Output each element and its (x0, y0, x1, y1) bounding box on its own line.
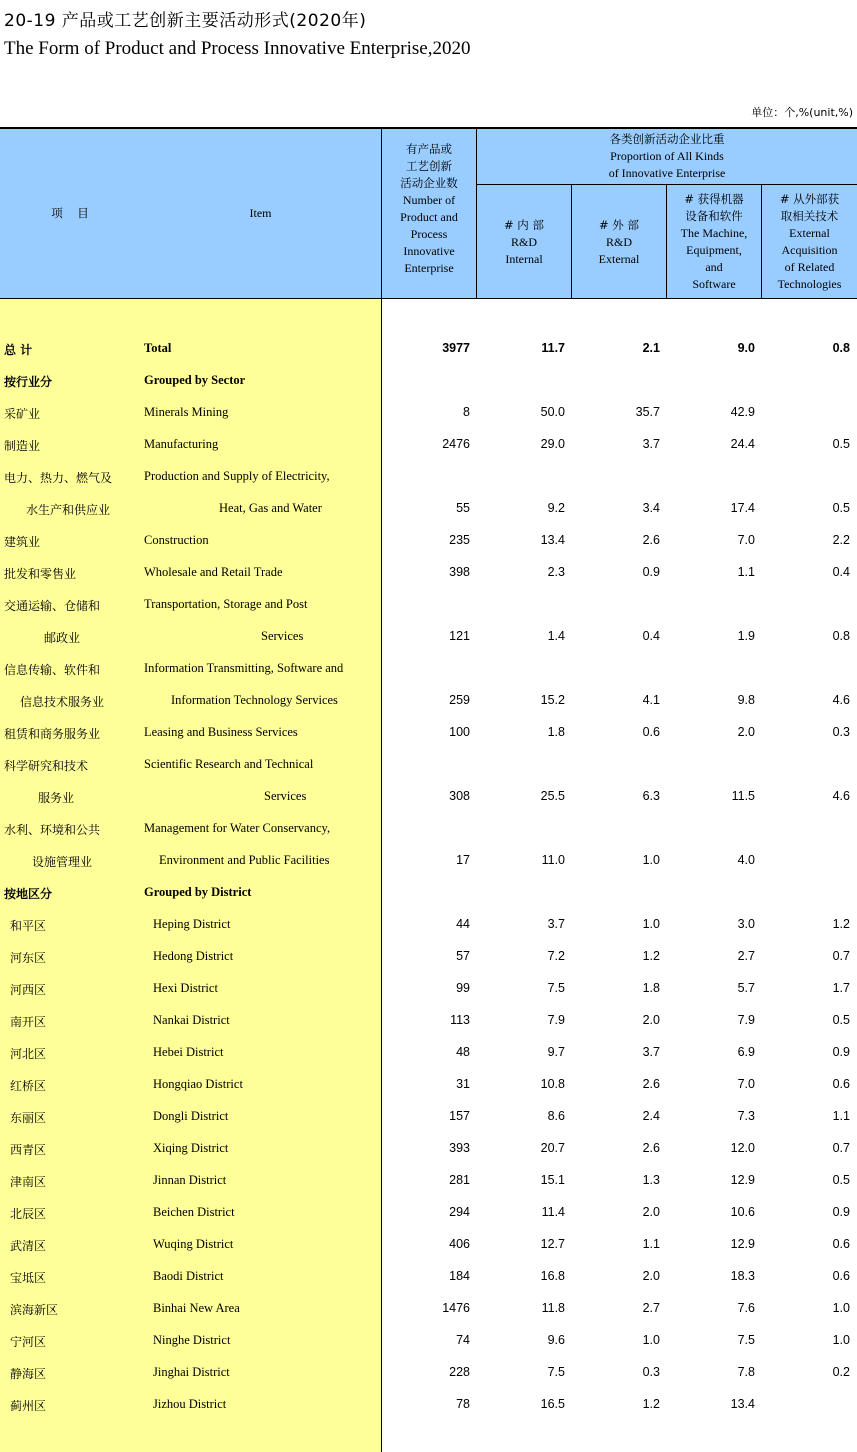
table-row (0, 524, 857, 556)
cell-external-tech: 0.5 (832, 1173, 850, 1187)
cell-internal-rd: 11.8 (541, 1301, 565, 1315)
cell-machine-software: 7.9 (737, 1013, 755, 1027)
cell-internal-rd: 3.7 (547, 917, 565, 931)
table-row (0, 1260, 857, 1292)
table-row (0, 684, 857, 716)
row-label-en: Heping District (153, 917, 231, 931)
cell-internal-rd: 15.1 (540, 1173, 565, 1187)
cell-external-rd: 1.2 (642, 1397, 660, 1411)
cell-external-rd: 1.1 (642, 1237, 660, 1251)
cell-internal-rd: 9.7 (547, 1045, 565, 1059)
table-row (0, 428, 857, 460)
table-row (0, 620, 857, 652)
cell-machine-software: 7.0 (737, 533, 755, 547)
row-label-en: Minerals Mining (144, 405, 229, 419)
row-label-en: Information Transmitting, Software and (144, 661, 344, 675)
cell-internal-rd: 16.5 (540, 1397, 565, 1411)
row-label-en: Information Technology Services (171, 693, 338, 707)
cell-internal-rd: 29.0 (540, 437, 565, 451)
cell-enterprise-count: 2476 (442, 437, 470, 451)
cell-enterprise-count: 99 (456, 981, 470, 995)
row-label-cn: 津南区 (10, 1175, 47, 1189)
row-label-cn: 河北区 (10, 1047, 47, 1061)
header-tech-en: External Acquisition of Related Technologies (777, 226, 842, 291)
cell-machine-software: 13.4 (730, 1397, 755, 1411)
header-item-en-text: Item (249, 205, 272, 220)
header-machine (667, 185, 761, 299)
row-label-en: Total (144, 341, 172, 355)
row-label-cn: 东丽区 (10, 1111, 47, 1125)
row-label-cn: 南开区 (10, 1015, 47, 1029)
cell-external-tech: 0.6 (832, 1237, 850, 1251)
cell-external-rd: 2.6 (642, 1077, 660, 1091)
header-group-en: Proportion of All Kinds of Innovative Enterprise (608, 149, 726, 180)
cell-external-tech: 0.4 (832, 565, 850, 579)
header-group-cn: 各类创新活动企业比重 (609, 132, 725, 146)
cell-external-tech: 0.9 (832, 1205, 850, 1219)
row-label-en: Jinnan District (153, 1173, 227, 1187)
cell-enterprise-count: 55 (456, 501, 470, 515)
row-label-cn: 河西区 (10, 983, 47, 997)
row-label-cn: 信息技术服务业 (20, 695, 105, 709)
cell-internal-rd: 7.2 (547, 949, 565, 963)
cell-external-rd: 2.0 (642, 1013, 660, 1027)
cell-external-rd: 2.1 (642, 341, 660, 355)
cell-external-tech: 1.7 (832, 981, 850, 995)
table-row (0, 556, 857, 588)
cell-external-tech: 0.8 (832, 629, 850, 643)
row-label-en: Transportation, Storage and Post (144, 597, 308, 611)
cell-enterprise-count: 281 (449, 1173, 470, 1187)
cell-enterprise-count: 294 (449, 1205, 470, 1219)
header-group (477, 129, 857, 184)
row-label-cn: 邮政业 (44, 631, 81, 645)
header-internal (477, 185, 571, 299)
table-row (0, 1388, 857, 1420)
row-label-cn: 水利、环境和公共 (4, 823, 101, 837)
cell-internal-rd: 16.8 (540, 1269, 565, 1283)
header-internal-cn: # 内 部 (504, 217, 544, 232)
cell-external-tech: 0.8 (832, 341, 850, 355)
cell-external-rd: 1.0 (642, 853, 660, 867)
cell-machine-software: 10.6 (730, 1205, 755, 1219)
cell-external-rd: 2.7 (642, 1301, 660, 1315)
cell-external-rd: 1.3 (642, 1173, 660, 1187)
row-label-en: Grouped by District (144, 885, 252, 899)
unit-label: 单位：个,%(unit,%) (751, 106, 853, 119)
cell-machine-software: 1.1 (737, 565, 755, 579)
cell-external-tech: 1.0 (832, 1301, 850, 1315)
header-external-cn: # 外 部 (599, 217, 639, 232)
cell-external-rd: 0.3 (642, 1365, 660, 1379)
cell-external-tech: 4.6 (832, 789, 850, 803)
row-label-cn: 武清区 (10, 1239, 47, 1253)
cell-machine-software: 6.9 (737, 1045, 755, 1059)
header-external-en: R&D External (598, 234, 640, 266)
row-label-cn: 按地区分 (4, 887, 53, 901)
table-row (0, 1004, 857, 1036)
row-label-cn: 批发和零售业 (4, 567, 77, 581)
cell-machine-software: 7.0 (737, 1077, 755, 1091)
table-row (0, 1196, 857, 1228)
row-label-en: Ninghe District (153, 1333, 231, 1347)
row-label-en: Scientific Research and Technical (144, 757, 314, 771)
row-label-cn: 信息传输、软件和 (4, 663, 101, 677)
row-label-cn: 交通运输、仓储和 (4, 599, 101, 613)
table-row (0, 396, 857, 428)
cell-internal-rd: 2.3 (547, 565, 565, 579)
row-label-en: Construction (144, 533, 209, 547)
cell-external-tech: 2.2 (832, 533, 850, 547)
header-internal-en: R&D Internal (505, 234, 543, 266)
row-label-cn: 宁河区 (10, 1335, 47, 1349)
row-label-en: Services (261, 629, 304, 643)
cell-machine-software: 24.4 (730, 437, 755, 451)
row-label-en: Hexi District (153, 981, 218, 995)
row-label-en: Leasing and Business Services (144, 725, 298, 739)
table-row (0, 1100, 857, 1132)
row-label-en: Xiqing District (153, 1141, 229, 1155)
cell-external-rd: 2.6 (642, 1141, 660, 1155)
row-label-en: Management for Water Conservancy, (144, 821, 331, 835)
row-label-cn: 河东区 (10, 951, 47, 965)
header-tech (762, 185, 857, 299)
table-row (0, 1036, 857, 1068)
header-count-cn: 有产品或 工艺创新 活动企业数 (400, 142, 458, 190)
cell-enterprise-count: 44 (456, 917, 470, 931)
row-label-cn: 红桥区 (10, 1079, 47, 1093)
cell-machine-software: 17.4 (730, 501, 755, 515)
cell-enterprise-count: 228 (449, 1365, 470, 1379)
row-label-en: Grouped by Sector (144, 373, 246, 387)
row-label-cn: 宝坻区 (10, 1271, 47, 1285)
cell-internal-rd: 7.5 (547, 1365, 565, 1379)
cell-external-tech: 0.7 (832, 1141, 850, 1155)
header-external (572, 185, 666, 299)
table-row (0, 1228, 857, 1260)
row-label-en: Dongli District (153, 1109, 229, 1123)
cell-external-rd: 4.1 (642, 693, 660, 707)
cell-internal-rd: 20.7 (540, 1141, 565, 1155)
row-label-en: Manufacturing (144, 437, 219, 451)
cell-machine-software: 5.7 (737, 981, 755, 995)
table-row (0, 1164, 857, 1196)
header-machine-cn: # 获得机器 设备和软件 (684, 192, 744, 223)
header-item-cn (0, 127, 140, 299)
cell-enterprise-count: 308 (449, 789, 470, 803)
cell-machine-software: 7.6 (737, 1301, 755, 1315)
cell-external-rd: 3.7 (642, 437, 660, 451)
row-label-en: Binhai New Area (153, 1301, 240, 1315)
row-label-en: Beichen District (153, 1205, 235, 1219)
row-label-cn: 水生产和供应业 (26, 503, 111, 517)
cell-external-tech: 0.6 (832, 1077, 850, 1091)
cell-internal-rd: 9.6 (547, 1333, 565, 1347)
cell-external-tech: 0.5 (832, 1013, 850, 1027)
cell-machine-software: 2.0 (737, 725, 755, 739)
cell-external-rd: 35.7 (635, 405, 660, 419)
cell-external-rd: 0.4 (642, 629, 660, 643)
cell-external-tech: 0.2 (832, 1365, 850, 1379)
cell-machine-software: 7.5 (737, 1333, 755, 1347)
row-label-en: Environment and Public Facilities (159, 853, 330, 867)
cell-external-tech: 1.1 (832, 1109, 850, 1123)
table-row (0, 492, 857, 524)
cell-internal-rd: 7.9 (547, 1013, 565, 1027)
row-label-cn: 总 计 (4, 343, 33, 357)
cell-enterprise-count: 8 (463, 405, 470, 419)
row-label-cn: 电力、热力、燃气及 (4, 471, 113, 485)
cell-internal-rd: 10.8 (540, 1077, 565, 1091)
table-row (0, 1132, 857, 1164)
table-row (0, 972, 857, 1004)
row-label-en: Hedong District (153, 949, 234, 963)
cell-enterprise-count: 157 (449, 1109, 470, 1123)
table-row (0, 1356, 857, 1388)
cell-machine-software: 12.9 (730, 1237, 755, 1251)
row-label-cn: 滨海新区 (10, 1303, 59, 1317)
table-row (0, 780, 857, 812)
table-row (0, 1292, 857, 1324)
row-label-en: Jizhou District (153, 1397, 227, 1411)
title-en: The Form of Product and Process Innovative Enterprise,2020 (4, 38, 471, 59)
cell-enterprise-count: 74 (456, 1333, 470, 1347)
cell-external-rd: 0.6 (642, 725, 660, 739)
cell-machine-software: 7.3 (737, 1109, 755, 1123)
cell-internal-rd: 8.6 (547, 1109, 565, 1123)
row-label-en: Jinghai District (153, 1365, 230, 1379)
cell-enterprise-count: 184 (449, 1269, 470, 1283)
cell-external-tech: 0.7 (832, 949, 850, 963)
table-row (0, 908, 857, 940)
table-row (0, 940, 857, 972)
cell-external-tech: 1.2 (832, 917, 850, 931)
table-row (0, 460, 857, 492)
row-label-en: Wuqing District (153, 1237, 234, 1251)
cell-internal-rd: 50.0 (540, 405, 565, 419)
cell-enterprise-count: 398 (449, 565, 470, 579)
cell-machine-software: 9.8 (737, 693, 755, 707)
cell-internal-rd: 13.4 (540, 533, 565, 547)
table-row (0, 716, 857, 748)
row-label-cn: 西青区 (10, 1143, 47, 1157)
row-label-cn: 北辰区 (10, 1207, 47, 1221)
cell-machine-software: 18.3 (730, 1269, 755, 1283)
cell-internal-rd: 1.8 (547, 725, 565, 739)
table-row (0, 332, 857, 364)
cell-machine-software: 12.9 (730, 1173, 755, 1187)
row-label-en: Wholesale and Retail Trade (144, 565, 283, 579)
header-tech-cn: # 从外部获 取相关技术 (779, 192, 840, 223)
cell-external-rd: 1.2 (642, 949, 660, 963)
cell-external-tech: 1.0 (832, 1333, 850, 1347)
header-machine-en: The Machine, Equipment, and Software (680, 226, 748, 291)
cell-enterprise-count: 259 (449, 693, 470, 707)
cell-enterprise-count: 78 (456, 1397, 470, 1411)
row-label-cn: 科学研究和技术 (4, 759, 89, 773)
row-label-cn: 建筑业 (4, 535, 41, 549)
cell-machine-software: 12.0 (730, 1141, 755, 1155)
cell-internal-rd: 11.0 (541, 853, 565, 867)
cell-internal-rd: 25.5 (540, 789, 565, 803)
cell-external-rd: 2.4 (642, 1109, 660, 1123)
row-label-cn: 服务业 (38, 791, 75, 805)
cell-external-rd: 0.9 (642, 565, 660, 579)
cell-external-rd: 1.0 (642, 917, 660, 931)
cell-machine-software: 4.0 (737, 853, 755, 867)
cell-external-tech: 0.6 (832, 1269, 850, 1283)
cell-external-rd: 6.3 (642, 789, 660, 803)
cell-enterprise-count: 57 (456, 949, 470, 963)
cell-external-rd: 1.0 (642, 1333, 660, 1347)
table-row (0, 1324, 857, 1356)
cell-external-tech: 0.5 (832, 501, 850, 515)
cell-enterprise-count: 121 (449, 629, 470, 643)
row-label-en: Services (264, 789, 307, 803)
cell-enterprise-count: 1476 (442, 1301, 470, 1315)
row-label-en: Nankai District (153, 1013, 230, 1027)
cell-machine-software: 3.0 (737, 917, 755, 931)
table-row (0, 364, 857, 396)
cell-machine-software: 7.8 (737, 1365, 755, 1379)
cell-external-rd: 3.7 (642, 1045, 660, 1059)
cell-external-tech: 0.5 (832, 437, 850, 451)
cell-machine-software: 1.9 (737, 629, 755, 643)
cell-enterprise-count: 48 (456, 1045, 470, 1059)
cell-machine-software: 2.7 (737, 949, 755, 963)
cell-internal-rd: 15.2 (540, 693, 565, 707)
cell-machine-software: 11.5 (731, 789, 755, 803)
table-row (0, 876, 857, 908)
cell-internal-rd: 11.7 (541, 341, 565, 355)
cell-internal-rd: 9.2 (547, 501, 565, 515)
cell-internal-rd: 12.7 (540, 1237, 565, 1251)
row-label-cn: 按行业分 (4, 375, 53, 389)
cell-machine-software: 42.9 (730, 405, 755, 419)
cell-internal-rd: 1.4 (547, 629, 565, 643)
cell-enterprise-count: 406 (449, 1237, 470, 1251)
row-label-cn: 静海区 (10, 1367, 47, 1381)
table-row (0, 844, 857, 876)
row-label-en: Hongqiao District (153, 1077, 243, 1091)
row-label-cn: 租赁和商务服务业 (4, 727, 101, 741)
cell-enterprise-count: 100 (449, 725, 470, 739)
table-row (0, 812, 857, 844)
cell-external-rd: 1.8 (642, 981, 660, 995)
cell-external-rd: 2.6 (642, 533, 660, 547)
row-label-en: Baodi District (153, 1269, 224, 1283)
cell-enterprise-count: 31 (456, 1077, 470, 1091)
cell-external-rd: 3.4 (642, 501, 660, 515)
header-count-en: Number of Product and Process Innovative Enterprise (400, 193, 458, 275)
title-cn: 20-19 产品或工艺创新主要活动形式(2020年) (4, 11, 367, 31)
cell-external-tech: 0.9 (832, 1045, 850, 1059)
cell-external-rd: 2.0 (642, 1205, 660, 1219)
row-label-en: Hebei District (153, 1045, 224, 1059)
cell-enterprise-count: 17 (456, 853, 470, 867)
cell-enterprise-count: 3977 (442, 341, 470, 355)
cell-external-tech: 4.6 (832, 693, 850, 707)
cell-machine-software: 9.0 (737, 341, 755, 355)
cell-external-tech: 0.3 (832, 725, 850, 739)
row-label-en: Production and Supply of Electricity, (144, 469, 330, 483)
table-row (0, 748, 857, 780)
row-label-cn: 制造业 (4, 439, 41, 453)
header-item-en (140, 127, 381, 299)
cell-enterprise-count: 235 (449, 533, 470, 547)
row-label-cn: 和平区 (10, 919, 47, 933)
cell-enterprise-count: 113 (450, 1013, 470, 1027)
cell-internal-rd: 7.5 (547, 981, 565, 995)
row-label-cn: 蓟州区 (10, 1399, 47, 1413)
cell-enterprise-count: 393 (449, 1141, 470, 1155)
row-label-en: Heat, Gas and Water (219, 501, 322, 515)
table (0, 127, 857, 1452)
header-count (382, 141, 476, 291)
cell-internal-rd: 11.4 (541, 1205, 565, 1219)
row-label-cn: 设施管理业 (32, 855, 93, 869)
table-row (0, 652, 857, 684)
cell-external-rd: 2.0 (642, 1269, 660, 1283)
row-label-cn: 采矿业 (4, 407, 41, 421)
header-item-cn-text: 项 目 (51, 205, 89, 220)
table-row (0, 588, 857, 620)
table-row (0, 1068, 857, 1100)
